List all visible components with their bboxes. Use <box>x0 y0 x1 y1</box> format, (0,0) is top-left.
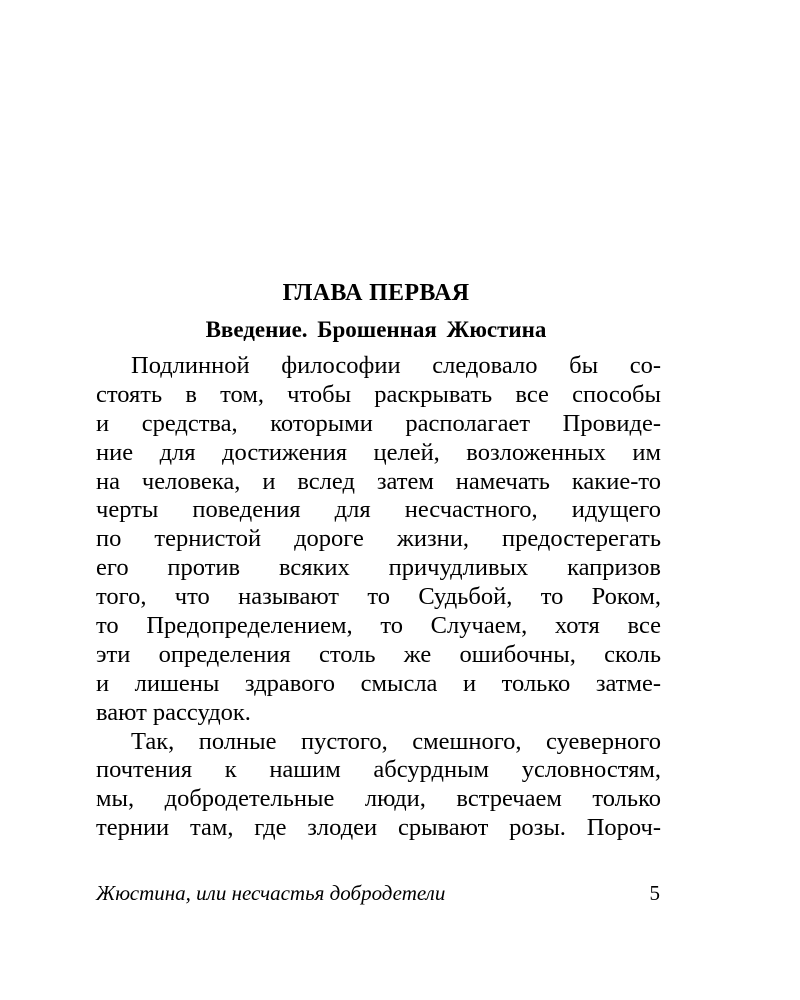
paragraph <box>96 352 661 728</box>
text-line: эти определения столь же ошибочны, сколь <box>96 640 661 668</box>
text-line: и средства, которыми располагает Провиде- <box>96 409 661 437</box>
text-line: мы, добродетельные люди, встречаем только <box>96 785 661 813</box>
text-line: черты поведения для несчастного, идущего <box>96 496 661 524</box>
text-line: вают рассудок. <box>96 698 251 726</box>
text-line: его против всяких причудливых капризов <box>96 554 661 582</box>
text-line: того, что называют то Судьбой, то Роком, <box>96 583 661 611</box>
page-number: 5 <box>649 881 660 905</box>
running-footer-title: Жюстина, или несчастья добродетели <box>96 881 446 905</box>
chapter-subtitle: Введение. Брошенная Жюстина <box>205 317 547 342</box>
text-line: почтения к нашим абсурдным условностям, <box>96 756 661 784</box>
text-line: Так, полные пустого, смешного, суеверного <box>131 727 661 755</box>
text-line: стоять в том, чтобы раскрывать все способы <box>96 380 661 408</box>
text-line: Подлинной философии следовало бы со- <box>131 352 661 379</box>
text-line: на человека, и вслед затем намечать какие-то <box>96 467 661 495</box>
text-line: то Предопределением, то Случаем, хотя все <box>96 612 661 640</box>
text-line: ние для достижения целей, возложенных им <box>96 438 661 466</box>
body-text <box>96 352 661 843</box>
text-line: и лишены здравого смысла и только затме- <box>96 669 661 697</box>
paragraph <box>96 728 661 844</box>
text-line: тернии там, где злодеи срывают розы. Пороч- <box>96 814 661 842</box>
chapter-title: ГЛАВА ПЕРВАЯ <box>282 280 470 306</box>
text-line: по тернистой дороге жизни, предостерегать <box>96 525 661 553</box>
